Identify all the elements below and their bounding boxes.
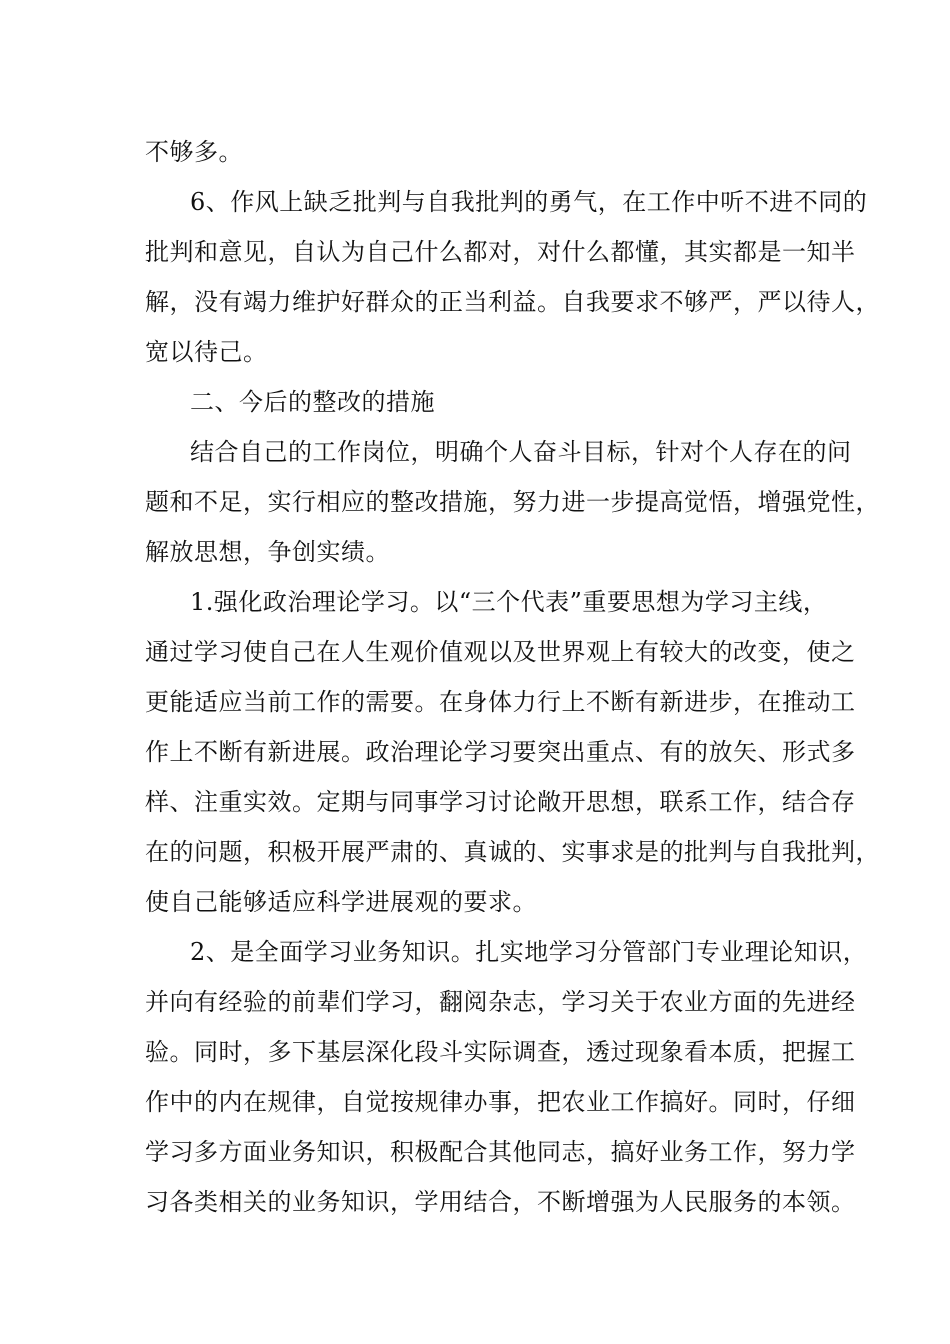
- text-line: 题和不足，实行相应的整改措施，努力进一步提高觉悟，增强党性，: [145, 488, 880, 516]
- text-line: 批判和意见，自认为自己什么都对，对什么都懂，其实都是一知半: [145, 238, 856, 266]
- text-line: 使自己能够适应科学进展观的要求。: [145, 888, 537, 916]
- text-line: 通过学习使自己在人生观价值观以及世界观上有较大的改变，使之: [145, 638, 856, 666]
- text-line: 学习多方面业务知识，积极配合其他同志，搞好业务工作，努力学: [145, 1138, 856, 1166]
- text-line: 6、作风上缺乏批判与自我批判的勇气，在工作中听不进不同的: [190, 188, 868, 216]
- text-line: 习各类相关的业务知识，学用结合，不断增强为人民服务的本领。: [145, 1188, 856, 1216]
- text-line: 结合自己的工作岗位，明确个人奋斗目标，针对个人存在的问: [190, 438, 852, 466]
- text-line: 在的问题，积极开展严肃的、真诚的、实事求是的批判与自我批判，: [145, 838, 880, 866]
- text-line: 作上不断有新进展。政治理论学习要突出重点、有的放矢、形式多: [145, 738, 856, 766]
- text-line: 并向有经验的前辈们学习，翻阅杂志，学习关于农业方面的先进经: [145, 988, 856, 1016]
- text-line: 作中的内在规律，自觉按规律办事，把农业工作搞好。同时，仔细: [145, 1088, 856, 1116]
- text-line: 更能适应当前工作的需要。在身体力行上不断有新进步，在推动工: [145, 688, 856, 716]
- text-line: 样、注重实效。定期与同事学习讨论敞开思想，联系工作，结合存: [145, 788, 856, 816]
- text-line: 验。同时，多下基层深化段斗实际调查，透过现象看本质，把握工: [145, 1038, 856, 1066]
- text-line: 不够多。: [145, 138, 243, 166]
- text-line: 解，没有竭力维护好群众的正当利益。自我要求不够严，严以待人，: [145, 288, 880, 316]
- text-line: 2、是全面学习业务知识。扎实地学习分管部门专业理论知识，: [190, 938, 868, 966]
- section-heading: 二、今后的整改的措施: [190, 388, 435, 416]
- text-line: 宽以待己。: [145, 338, 268, 366]
- text-line: 解放思想，争创实绩。: [145, 538, 390, 566]
- text-line: 1.强化政治理论学习。以“三个代表”重要思想为学习主线，: [190, 588, 828, 616]
